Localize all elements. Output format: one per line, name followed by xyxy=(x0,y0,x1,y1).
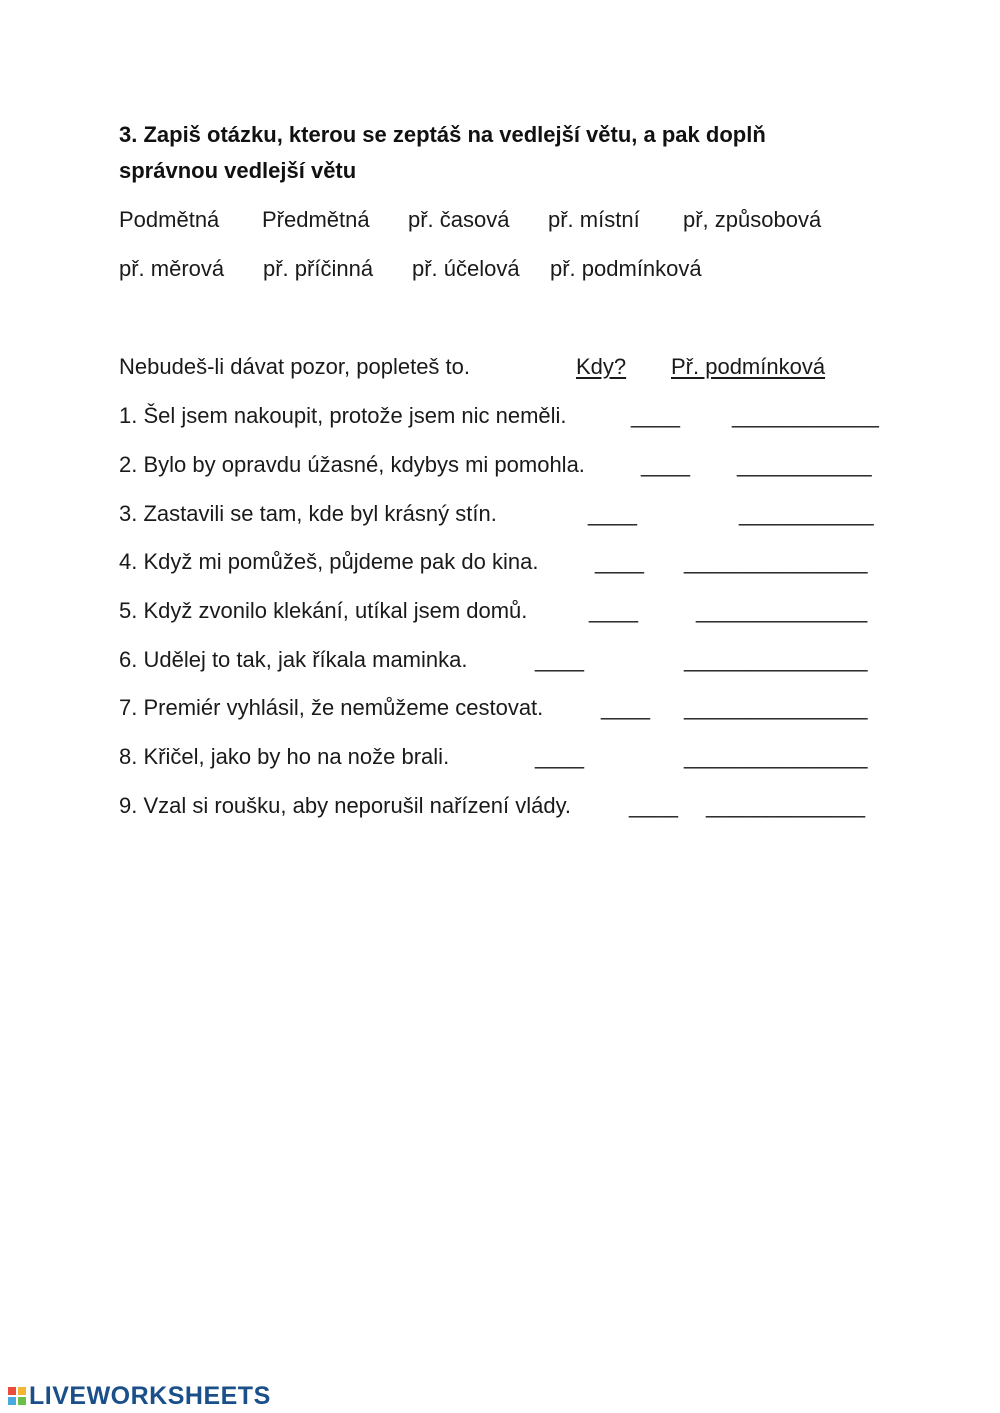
clause-type-label: př. měrová xyxy=(119,256,225,281)
exercise-sentence: 6. Udělej to tak, jak říkala maminka. xyxy=(119,647,468,672)
clause-type-label: př. časová xyxy=(408,207,510,232)
clause-type-label: Podmětná xyxy=(119,207,220,232)
task-heading-line-1: 3. Zapiš otázku, kterou se zeptáš na vedlejší větu, a pak doplň xyxy=(119,122,766,147)
question-blank[interactable]: ____ xyxy=(629,793,678,818)
question-blank[interactable]: ____ xyxy=(535,647,584,672)
question-blank[interactable]: ____ xyxy=(589,598,638,623)
exercise-sentence: 4. Když mi pomůžeš, půjdeme pak do kina. xyxy=(119,549,539,574)
clause-type-blank[interactable]: ______________ xyxy=(696,598,868,623)
clause-type-blank[interactable]: _______________ xyxy=(684,647,868,672)
clause-type-label: př. podmínková xyxy=(550,256,702,281)
question-blank[interactable]: ____ xyxy=(535,744,584,769)
liveworksheets-logo[interactable] xyxy=(8,1380,271,1412)
brand-name: LIVEWORKSHEETS xyxy=(29,1381,271,1410)
question-blank[interactable]: ____ xyxy=(588,501,637,526)
clause-type-blank[interactable]: _____________ xyxy=(706,793,866,818)
exercise-sentence: 5. Když zvonilo klekání, utíkal jsem domů. xyxy=(119,598,528,623)
exercise-sentence: 8. Křičel, jako by ho na nože brali. xyxy=(119,744,450,769)
clause-type-label: př. příčinná xyxy=(263,256,374,281)
exercise-sentence: 2. Bylo by opravdu úžasné, kdybys mi pomohla. xyxy=(119,452,585,477)
clause-type-blank[interactable]: ___________ xyxy=(739,501,874,526)
clause-type-label: Předmětná xyxy=(262,207,370,232)
example-answer: Př. podmínková xyxy=(671,354,826,379)
task-heading-line-2: správnou vedlejší větu xyxy=(119,158,357,183)
question-blank[interactable]: ____ xyxy=(601,695,650,720)
exercise-sentence: 7. Premiér vyhlásil, že nemůžeme cestovat. xyxy=(119,695,544,720)
clause-type-blank[interactable]: _______________ xyxy=(684,744,868,769)
clause-type-label: př. místní xyxy=(548,207,640,232)
question-blank[interactable]: ____ xyxy=(641,452,690,477)
exercise-sentence: 9. Vzal si roušku, aby neporušil nařízení vlády. xyxy=(119,793,572,818)
clause-type-label: př. účelová xyxy=(412,256,520,281)
example-question: Kdy? xyxy=(576,354,627,379)
clause-type-blank[interactable]: _______________ xyxy=(684,549,868,574)
question-blank[interactable]: ____ xyxy=(631,403,680,428)
clause-type-label: př, způsobová xyxy=(683,207,822,232)
clause-type-blank[interactable]: _______________ xyxy=(684,695,868,720)
example-sentence: Nebudeš-li dávat pozor, popleteš to. xyxy=(119,354,471,379)
clause-type-blank[interactable]: ____________ xyxy=(732,403,879,428)
liveworksheets-logo-icon xyxy=(8,1387,26,1405)
clause-type-blank[interactable]: ___________ xyxy=(737,452,872,477)
exercise-sentence: 3. Zastavili se tam, kde byl krásný stín. xyxy=(119,501,497,526)
question-blank[interactable]: ____ xyxy=(595,549,644,574)
exercise-sentence: 1. Šel jsem nakoupit, protože jsem nic neměli. xyxy=(119,403,567,428)
